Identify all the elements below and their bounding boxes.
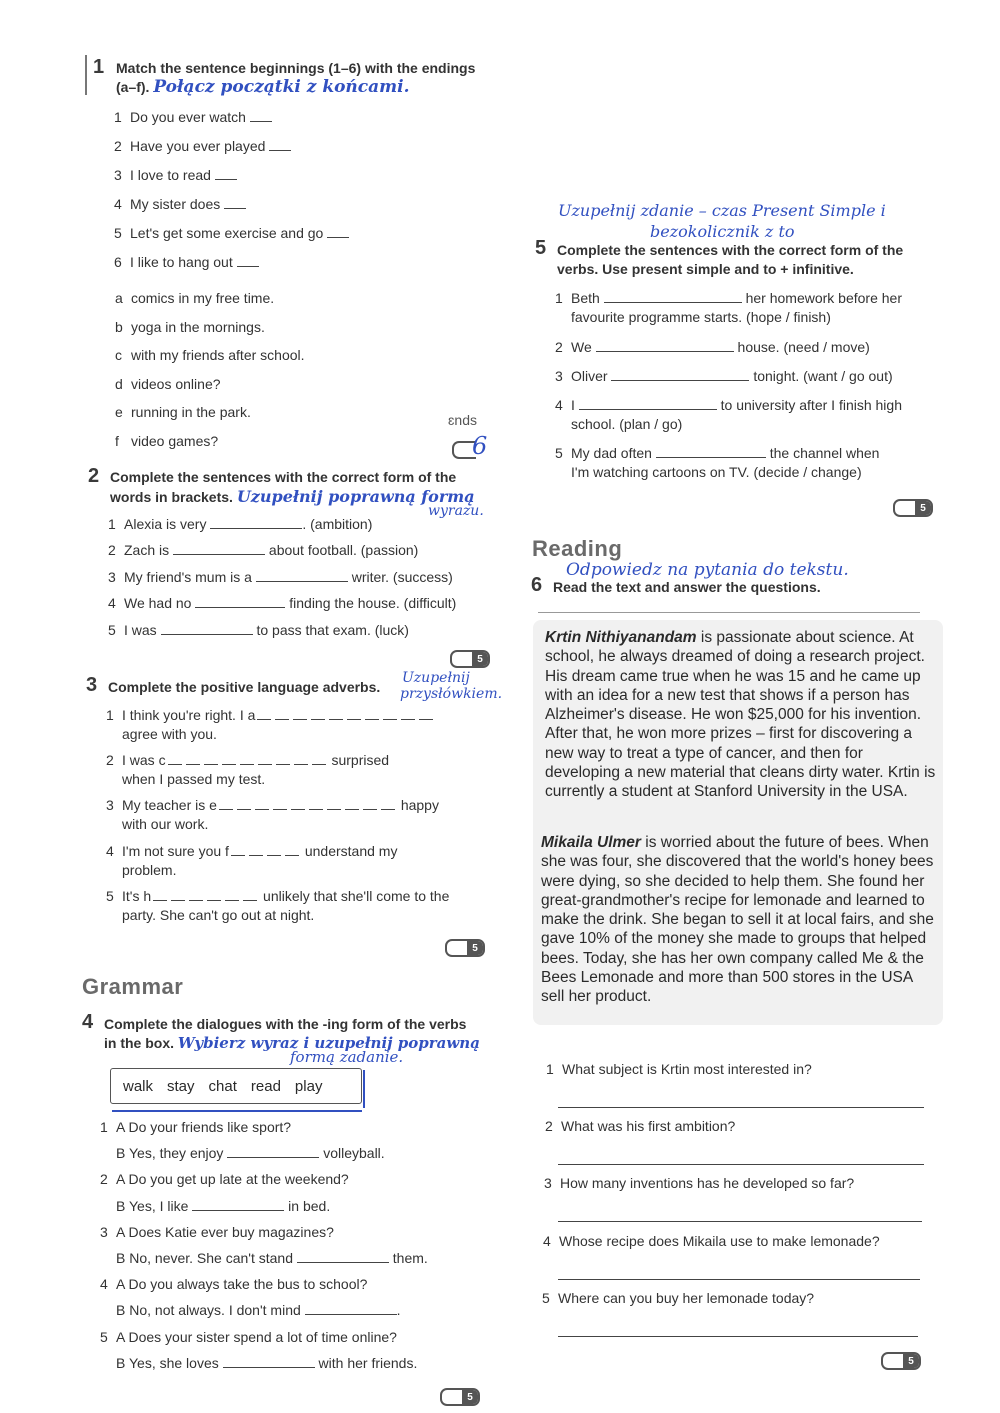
- letter-blank[interactable]: [275, 707, 289, 720]
- answer-blank[interactable]: [224, 196, 246, 209]
- stray-text: ɛnds: [448, 412, 477, 428]
- list-item: d videos online?: [115, 375, 221, 392]
- list-item: 3 Oliver tonight. (want / go out): [555, 368, 893, 384]
- answer-line[interactable]: [558, 1163, 924, 1165]
- list-item: 1 Do you ever watch: [114, 108, 349, 137]
- list-item: 3 My teacher is e happy with our work.: [106, 797, 439, 832]
- exercise-2-handwriting-2: wyrazu.: [428, 503, 484, 519]
- list-item: 4 I to university after I finish high school. (plan / go): [555, 397, 902, 432]
- exercise-5-instruction: Complete the sentences with the correct form of the verbs. Use present simple and to + infinitive.: [557, 242, 904, 277]
- dialogue-line: 3 A Does Katie ever buy magazines?: [100, 1223, 334, 1240]
- exercise-1-instruction: Match the sentence beginnings (1–6) with the endings (a–f). Połącz początki z końcami.: [116, 60, 476, 97]
- person-name: Krtin Nithiyanandam: [545, 629, 697, 646]
- list-item: 5 Let's get some exercise and go: [114, 224, 349, 253]
- letter-blank[interactable]: [329, 707, 343, 720]
- letter-blank[interactable]: [273, 797, 287, 810]
- exercise-1-beginnings: [114, 108, 349, 282]
- answer-blank[interactable]: [192, 1198, 284, 1211]
- reading-section-title: Reading: [532, 536, 623, 561]
- list-item: 1 Alexia is very . (ambition): [108, 516, 373, 532]
- dialogue-line: B No, not always. I don't mind .: [116, 1302, 401, 1319]
- exercise-2-handwriting: Uzupełnij poprawną formą: [236, 487, 475, 506]
- word-box-pen-underline: [112, 1110, 362, 1112]
- question: 4 Whose recipe does Mikaila use to make lemonade?: [543, 1233, 880, 1249]
- dialogue-line: B No, never. She can't stand them.: [116, 1249, 428, 1266]
- list-item: 5 It's h unlikely that she'll come to the party. She can't go out at night.: [106, 888, 450, 923]
- exercise-1-endings: [115, 289, 305, 461]
- list-item: 1 Beth her homework before her favourite programme starts. (hope / finish): [555, 290, 903, 325]
- exercise-5-score-box: 5: [893, 499, 933, 517]
- letter-blank[interactable]: [222, 752, 236, 765]
- word-box-item: play: [294, 1077, 323, 1095]
- exercise-6-score-box: 5: [881, 1352, 921, 1370]
- dialogue-line: 2 A Do you get up late at the weekend?: [100, 1171, 349, 1188]
- exercise-5-number: 5: [535, 237, 547, 259]
- answer-blank[interactable]: [173, 542, 265, 555]
- exercise-1-number: 1: [93, 56, 105, 78]
- dialogue-line: B Yes, I like in bed.: [116, 1197, 331, 1214]
- letter-blank[interactable]: [249, 843, 263, 856]
- answer-blank[interactable]: [250, 109, 272, 122]
- list-item: a comics in my free time.: [115, 290, 275, 306]
- word-box-item: read: [250, 1077, 281, 1095]
- exercise-2-number: 2: [88, 465, 100, 487]
- answer-blank[interactable]: [327, 225, 349, 238]
- letter-blank[interactable]: [153, 888, 167, 901]
- answer-blank[interactable]: [215, 167, 237, 180]
- letter-blank[interactable]: [276, 752, 290, 765]
- letter-blank[interactable]: [240, 752, 254, 765]
- exercise-2-items: [108, 515, 456, 647]
- exercise-6-handwriting: Odpowiedz na pytania do tekstu.: [566, 560, 849, 580]
- list-item: f video games?: [115, 432, 219, 449]
- letter-blank[interactable]: [347, 707, 361, 720]
- dialogue-line: 5 A Does your sister spend a lot of time online?: [100, 1328, 397, 1345]
- list-item: 6 I like to hang out: [114, 253, 349, 282]
- list-item: 5 My dad often the channel when I'm watching cartoons on TV. (decide / change): [555, 445, 880, 480]
- answer-blank[interactable]: [223, 1355, 315, 1368]
- list-item: e running in the park.: [115, 404, 251, 421]
- person-name: Mikaila Ulmer: [541, 834, 641, 851]
- reading-paragraph-2: Mikaila Ulmer is worried about the future of bees. When she was four, she discovered that the world's honey bees were dying, so she decided to help them. She found her great-grandmother's recipe for lemonade and learned to make the drink. She began to sell it at local fairs, and she gave 10% of the money she made to groups that helped bees. Today, she has her own company called Me & the Bees Lemonade and more than 500 stores in the USA sell her product.: [541, 834, 934, 1006]
- letter-blank[interactable]: [363, 797, 377, 810]
- exercise-3-handwriting: Uzupełnij: [402, 670, 470, 686]
- letter-blank[interactable]: [365, 707, 379, 720]
- word-box-item: stay: [167, 1077, 195, 1095]
- word-box: [110, 1068, 362, 1104]
- letter-blank[interactable]: [243, 888, 257, 901]
- answer-line[interactable]: [558, 1278, 920, 1280]
- letter-blank[interactable]: [258, 752, 272, 765]
- list-item: 2 I was c surprised when I passed my test.: [106, 752, 390, 787]
- answer-blank[interactable]: [210, 516, 302, 529]
- answer-blank[interactable]: [256, 569, 348, 582]
- exercise-5-handwriting: Uzupełnij zdanie – czas Present Simple i: [558, 201, 886, 220]
- letter-blank[interactable]: [225, 888, 239, 901]
- list-item: 4 My sister does: [114, 195, 349, 224]
- exercise-1-score-handwritten: 6: [472, 432, 488, 460]
- word-box-item: chat: [208, 1077, 237, 1095]
- letter-blank[interactable]: [237, 797, 251, 810]
- answer-blank[interactable]: [611, 368, 749, 381]
- letter-blank[interactable]: [171, 888, 185, 901]
- list-item: 2 Have you ever played: [114, 137, 349, 166]
- letter-blank[interactable]: [309, 797, 323, 810]
- letter-blank[interactable]: [327, 797, 341, 810]
- reading-text-box: [533, 620, 943, 1025]
- answer-line[interactable]: [558, 1335, 918, 1337]
- exercise-2-score-box: 5: [450, 650, 490, 668]
- exercise-2-instruction: Complete the sentences with the correct form of the words in brackets. Uzupełnij poprawną formą: [110, 469, 475, 506]
- answer-line[interactable]: [558, 1220, 922, 1222]
- letter-blank[interactable]: [186, 752, 200, 765]
- dialogue-line: 1 A Do your friends like sport?: [100, 1119, 292, 1135]
- answer-blank[interactable]: [161, 622, 253, 635]
- reading-paragraph-1: Krtin Nithiyanandam is passionate about science. At school, he always dreamed of doing a research project. His dream came true when he was 15 and he came up with an idea for a new test that shows if a person has Alzheimer's disease. He won $25,000 for his invention. After that, he won more prizes – first for discovering a new way to treat a type of cancer, and then for developing a new material that cleans dirty water. Krtin is currently a student at Stanford University in the USA.: [545, 629, 936, 801]
- divider: [538, 612, 920, 613]
- list-item: 1 I think you're right. I a agree with you.: [106, 706, 435, 744]
- letter-blank[interactable]: [168, 752, 182, 765]
- letter-blank[interactable]: [257, 707, 271, 720]
- question: 3 How many inventions has he developed so far?: [544, 1175, 855, 1191]
- letter-blank[interactable]: [419, 707, 433, 720]
- list-item: 2 Zach is about football. (passion): [108, 542, 419, 559]
- answer-blank[interactable]: [269, 138, 291, 151]
- list-item: 4 We had no finding the house. (difficult): [108, 595, 457, 612]
- answer-blank[interactable]: [305, 1302, 397, 1315]
- list-item: c with my friends after school.: [115, 347, 305, 364]
- answer-blank[interactable]: [227, 1145, 319, 1158]
- letter-blank[interactable]: [219, 797, 233, 810]
- letter-blank[interactable]: [207, 888, 221, 901]
- answer-blank[interactable]: [579, 397, 717, 410]
- dialogue-line: 4 A Do you always take the bus to school?: [100, 1276, 368, 1293]
- answer-line[interactable]: [558, 1106, 924, 1108]
- letter-blank[interactable]: [311, 707, 325, 720]
- answer-blank[interactable]: [297, 1250, 389, 1263]
- dialogue-line: B Yes, they enjoy volleyball.: [116, 1145, 385, 1162]
- letter-blank[interactable]: [204, 752, 218, 765]
- letter-blank[interactable]: [312, 752, 326, 765]
- question: 5 Where can you buy her lemonade today?: [542, 1290, 815, 1306]
- word-box-item: walk: [123, 1077, 154, 1095]
- letter-blank[interactable]: [345, 797, 359, 810]
- answer-blank[interactable]: [604, 290, 742, 303]
- exercise-3-instruction: Complete the positive language adverbs.: [108, 679, 381, 695]
- exercise-6-number: 6: [531, 574, 543, 596]
- margin-pen-mark: [85, 55, 87, 95]
- exercise-5-handwriting-2: bezokolicznik z to: [650, 222, 795, 241]
- list-item: 2 We house. (need / move): [555, 339, 870, 355]
- exercise-4-instruction: Complete the dialogues with the -ing form of the verbs in the box. Wybierz wyraz i uzupełnij poprawną: [104, 1016, 480, 1052]
- list-item: 3 My friend's mum is a writer. (success): [108, 568, 453, 585]
- letter-blank[interactable]: [383, 707, 397, 720]
- answer-blank[interactable]: [656, 445, 766, 458]
- question: 2 What was his first ambition?: [545, 1118, 736, 1134]
- exercise-4-dialogues: [100, 1118, 428, 1380]
- exercise-3-handwriting-2: przysłówkiem.: [400, 686, 503, 702]
- question: 1 What subject is Krtin most interested in?: [546, 1061, 812, 1077]
- exercise-4-handwriting: Wybierz wyraz i uzupełnij poprawną: [177, 1034, 480, 1052]
- exercise-4-handwriting-2: formą zadanie.: [290, 1048, 404, 1066]
- exercise-6-instruction: Read the text and answer the questions.: [553, 579, 821, 595]
- list-item: 4 I'm not sure you f understand my problem.: [106, 843, 398, 878]
- letter-blank[interactable]: [255, 797, 269, 810]
- word-box-pen-mark: [363, 1070, 365, 1108]
- exercise-3-number: 3: [86, 674, 98, 696]
- answer-blank[interactable]: [237, 254, 259, 267]
- exercise-4-score-box: 5: [440, 1388, 480, 1406]
- letter-blank[interactable]: [293, 707, 307, 720]
- letter-blank[interactable]: [294, 752, 308, 765]
- letter-blank[interactable]: [291, 797, 305, 810]
- list-item: b yoga in the mornings.: [115, 318, 265, 335]
- list-item: 3 I love to read: [114, 166, 349, 195]
- letter-blank[interactable]: [267, 843, 281, 856]
- grammar-section-title: Grammar: [82, 974, 184, 999]
- exercise-1-handwriting: Połącz początki z końcami.: [153, 77, 410, 97]
- answer-blank[interactable]: [596, 339, 734, 352]
- exercise-4-number: 4: [82, 1011, 94, 1033]
- answer-blank[interactable]: [195, 595, 285, 608]
- letter-blank[interactable]: [401, 707, 415, 720]
- letter-blank[interactable]: [285, 843, 299, 856]
- letter-blank[interactable]: [231, 843, 245, 856]
- list-item: 5 I was to pass that exam. (luck): [108, 621, 409, 638]
- letter-blank[interactable]: [189, 888, 203, 901]
- dialogue-line: B Yes, she loves with her friends.: [116, 1354, 418, 1371]
- exercise-3-score-box: 5: [445, 939, 485, 957]
- letter-blank[interactable]: [381, 797, 395, 810]
